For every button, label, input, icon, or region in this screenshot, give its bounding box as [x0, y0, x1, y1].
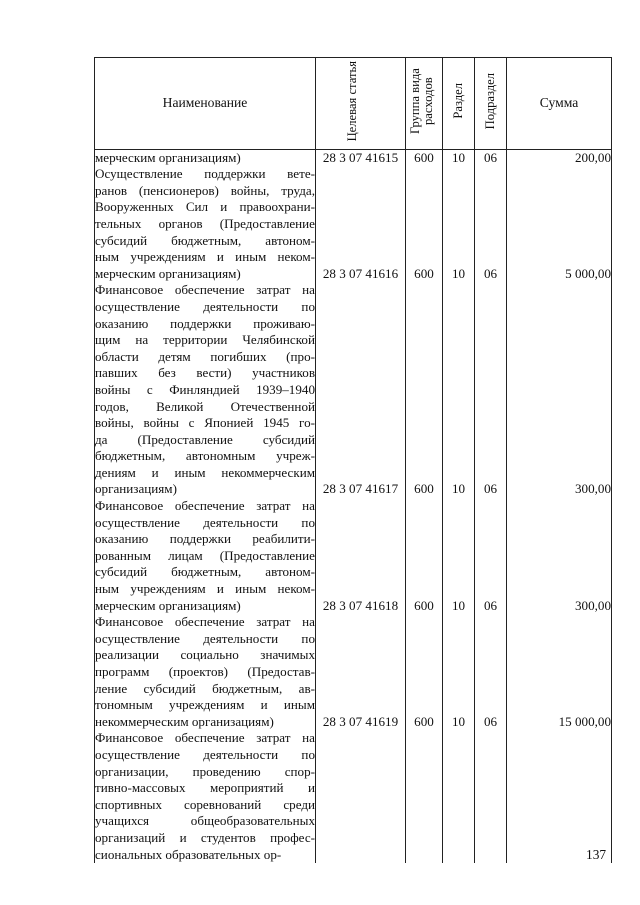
empty-line — [316, 249, 405, 266]
name-line: Вооруженных Сил и правоохрани- — [95, 199, 315, 215]
empty-line — [443, 531, 474, 548]
subsection-value: 06 — [483, 265, 498, 281]
empty-line — [443, 166, 474, 183]
table-header-row — [95, 58, 612, 150]
empty-line — [507, 515, 611, 532]
empty-line — [443, 830, 474, 847]
name-line: Финансовое обеспечение затрат на — [95, 282, 315, 298]
empty-line — [475, 813, 506, 830]
empty-line — [507, 581, 611, 598]
empty-line — [406, 332, 442, 349]
header-name-label: Наименование — [162, 95, 248, 110]
empty-line — [507, 448, 611, 465]
empty-line — [443, 813, 474, 830]
empty-line — [406, 216, 442, 233]
empty-line — [507, 299, 611, 316]
section-value: 10 — [451, 713, 466, 729]
header-section — [443, 58, 475, 150]
name-line: организации, проведению спор- — [95, 763, 315, 779]
empty-line — [475, 216, 506, 233]
sum-value: 300,00 — [574, 481, 611, 497]
empty-line — [475, 249, 506, 266]
target-column — [316, 149, 406, 863]
section-value: 10 — [451, 597, 466, 613]
target-value: 28 3 07 41616 — [322, 265, 399, 281]
empty-line — [507, 631, 611, 648]
empty-line — [507, 216, 611, 233]
empty-line — [406, 199, 442, 216]
group-value: 600 — [414, 149, 434, 165]
empty-line — [475, 830, 506, 847]
subsection-value: 06 — [483, 597, 498, 613]
sum-column — [507, 149, 612, 863]
name-line: спортивных соревнований среди — [95, 796, 315, 812]
empty-line — [406, 432, 442, 449]
target-value: 28 3 07 41618 — [322, 597, 399, 613]
empty-line — [507, 647, 611, 664]
name-line: Финансовое обеспечение затрат на — [95, 614, 315, 630]
empty-line — [443, 730, 474, 747]
empty-line — [507, 282, 611, 299]
empty-line — [443, 664, 474, 681]
empty-line — [316, 830, 405, 847]
empty-line — [475, 332, 506, 349]
name-line: войны, войны с Японией 1945 го- — [95, 415, 315, 431]
empty-line — [406, 249, 442, 266]
empty-line — [475, 282, 506, 299]
target-value: 28 3 07 41619 — [322, 713, 399, 729]
empty-line — [507, 764, 611, 781]
name-line: области детям погибших (про- — [95, 348, 315, 364]
empty-line — [406, 697, 442, 714]
name-line: Осуществление поддержки вете- — [95, 166, 315, 182]
empty-line — [406, 647, 442, 664]
name-line: некоммерческим организациям) — [95, 713, 274, 729]
empty-line — [475, 564, 506, 581]
sum-value: 5 000,00 — [565, 265, 611, 281]
empty-line — [475, 498, 506, 515]
name-line: организациям) — [95, 481, 177, 497]
name-line: осуществление деятельности по — [95, 746, 315, 762]
header-sum-label: Сумма — [539, 95, 579, 110]
empty-line — [316, 316, 405, 333]
empty-line — [316, 614, 405, 631]
empty-line — [316, 564, 405, 581]
empty-line — [406, 780, 442, 797]
empty-line — [316, 548, 405, 565]
empty-line — [316, 465, 405, 482]
section-value: 10 — [451, 481, 466, 497]
empty-line — [443, 382, 474, 399]
empty-line — [406, 531, 442, 548]
empty-line — [507, 233, 611, 250]
name-line: войны с Финляндией 1939–1940 — [95, 381, 315, 397]
empty-line — [316, 183, 405, 200]
empty-line — [443, 581, 474, 598]
empty-line — [507, 813, 611, 830]
name-line: да (Предоставление субсидий — [95, 431, 315, 447]
empty-line — [316, 382, 405, 399]
empty-line — [443, 515, 474, 532]
empty-line — [507, 183, 611, 200]
header-group — [406, 58, 443, 150]
empty-line — [406, 498, 442, 515]
empty-line — [406, 830, 442, 847]
name-line: бюджетным, автономным учреж- — [95, 448, 315, 464]
name-line: осуществление деятельности по — [95, 514, 315, 530]
name-line: тономным учреждениям и иным — [95, 697, 315, 713]
name-line: ление субсидий бюджетным, ав- — [95, 680, 315, 696]
empty-line — [475, 730, 506, 747]
empty-line — [406, 465, 442, 482]
empty-line — [475, 166, 506, 183]
empty-line — [406, 614, 442, 631]
empty-line — [316, 349, 405, 366]
empty-line — [316, 813, 405, 830]
empty-line — [475, 415, 506, 432]
empty-line — [475, 847, 506, 864]
empty-line — [475, 548, 506, 565]
group-value: 600 — [414, 597, 434, 613]
name-line: учащихся общеобразовательных — [95, 813, 315, 829]
empty-line — [443, 548, 474, 565]
empty-line — [443, 183, 474, 200]
subsection-value: 06 — [483, 481, 498, 497]
name-line: ным учреждениям и иным неком- — [95, 249, 315, 265]
empty-line — [507, 166, 611, 183]
empty-line — [443, 399, 474, 416]
empty-line — [507, 664, 611, 681]
name-line: осуществление деятельности по — [95, 630, 315, 646]
subsection-column — [475, 149, 507, 863]
empty-line — [475, 399, 506, 416]
empty-line — [443, 415, 474, 432]
empty-line — [406, 282, 442, 299]
empty-line — [406, 664, 442, 681]
empty-line — [443, 697, 474, 714]
empty-line — [443, 299, 474, 316]
section-value: 10 — [451, 149, 466, 165]
empty-line — [507, 199, 611, 216]
name-line: годов, Великой Отечественной — [95, 398, 315, 414]
empty-line — [443, 332, 474, 349]
name-line: субсидий бюджетным, автоном- — [95, 564, 315, 580]
name-column — [95, 149, 316, 863]
empty-line — [475, 432, 506, 449]
empty-line — [507, 730, 611, 747]
empty-line — [443, 797, 474, 814]
empty-line — [406, 564, 442, 581]
sum-value: 300,00 — [574, 597, 611, 613]
empty-line — [316, 681, 405, 698]
group-value: 600 — [414, 265, 434, 281]
empty-line — [406, 166, 442, 183]
empty-line — [507, 432, 611, 449]
empty-line — [475, 382, 506, 399]
empty-line — [406, 747, 442, 764]
empty-line — [316, 365, 405, 382]
empty-line — [406, 681, 442, 698]
name-line: павших без вести) участников — [95, 365, 315, 381]
empty-line — [475, 747, 506, 764]
empty-line — [475, 199, 506, 216]
empty-line — [316, 764, 405, 781]
table-body-row — [95, 149, 612, 863]
empty-line — [316, 647, 405, 664]
empty-line — [316, 432, 405, 449]
empty-line — [507, 697, 611, 714]
empty-line — [406, 764, 442, 781]
group-column — [406, 149, 443, 863]
empty-line — [443, 282, 474, 299]
empty-line — [475, 365, 506, 382]
header-subsection — [475, 58, 507, 150]
empty-line — [316, 797, 405, 814]
empty-line — [475, 797, 506, 814]
empty-line — [475, 647, 506, 664]
empty-line — [443, 465, 474, 482]
empty-line — [507, 681, 611, 698]
group-value: 600 — [414, 713, 434, 729]
empty-line — [443, 432, 474, 449]
empty-line — [316, 515, 405, 532]
page-number: 137 — [586, 847, 607, 862]
name-line: осуществление деятельности по — [95, 298, 315, 314]
empty-line — [443, 316, 474, 333]
name-line: дениям и иным некоммерческим — [95, 464, 315, 480]
sum-value: 200,00 — [574, 149, 611, 165]
empty-line — [316, 448, 405, 465]
empty-line — [406, 399, 442, 416]
name-line: организаций и студентов профес- — [95, 829, 315, 845]
subsection-value: 06 — [483, 149, 498, 165]
empty-line — [406, 847, 442, 864]
empty-line — [443, 233, 474, 250]
sum-value: 15 000,00 — [558, 713, 611, 729]
empty-line — [316, 498, 405, 515]
header-sum — [507, 58, 612, 150]
name-line: сиональных образовательных ор- — [95, 846, 282, 862]
empty-line — [443, 747, 474, 764]
empty-line — [406, 631, 442, 648]
empty-line — [316, 415, 405, 432]
empty-line — [507, 415, 611, 432]
name-line: программ (проектов) (Предостав- — [95, 664, 315, 679]
empty-line — [475, 631, 506, 648]
empty-line — [443, 614, 474, 631]
empty-line — [507, 564, 611, 581]
name-line: тельных органов (Предоставление — [95, 215, 315, 231]
empty-line — [406, 548, 442, 565]
empty-line — [475, 465, 506, 482]
target-value: 28 3 07 41615 — [322, 149, 399, 165]
empty-line — [406, 349, 442, 366]
empty-line — [475, 299, 506, 316]
header-section-label: Раздел — [451, 83, 465, 119]
empty-line — [475, 448, 506, 465]
name-line: тивно-массовых мероприятий и — [95, 780, 315, 796]
empty-line — [443, 647, 474, 664]
empty-line — [443, 564, 474, 581]
empty-line — [316, 697, 405, 714]
name-line: мерческим организациям) — [95, 265, 241, 281]
section-value: 10 — [451, 265, 466, 281]
empty-line — [507, 382, 611, 399]
header-name — [95, 58, 316, 150]
empty-line — [406, 813, 442, 830]
name-line: реализации социально значимых — [95, 647, 315, 663]
empty-line — [507, 349, 611, 366]
empty-line — [443, 681, 474, 698]
empty-line — [475, 664, 506, 681]
empty-line — [443, 349, 474, 366]
empty-line — [316, 631, 405, 648]
empty-line — [443, 199, 474, 216]
name-line: ранов (пенсионеров) войны, труда, — [95, 182, 315, 198]
empty-line — [316, 780, 405, 797]
empty-line — [406, 415, 442, 432]
empty-line — [316, 199, 405, 216]
name-line: мерческим организациям) — [95, 149, 241, 165]
name-line: Финансовое обеспечение затрат на — [95, 498, 315, 514]
empty-line — [406, 581, 442, 598]
empty-line — [475, 316, 506, 333]
empty-line — [507, 399, 611, 416]
empty-line — [316, 531, 405, 548]
empty-line — [507, 830, 611, 847]
empty-line — [443, 780, 474, 797]
empty-line — [443, 249, 474, 266]
group-value: 600 — [414, 481, 434, 497]
empty-line — [406, 797, 442, 814]
name-line: щим на территории Челябинской — [95, 332, 315, 348]
header-target — [316, 58, 406, 150]
empty-line — [507, 548, 611, 565]
empty-line — [316, 299, 405, 316]
empty-line — [507, 332, 611, 349]
empty-line — [443, 498, 474, 515]
empty-line — [443, 847, 474, 864]
empty-line — [475, 183, 506, 200]
empty-line — [406, 299, 442, 316]
empty-line — [475, 531, 506, 548]
empty-line — [316, 216, 405, 233]
empty-line — [406, 316, 442, 333]
empty-line — [507, 316, 611, 333]
empty-line — [316, 581, 405, 598]
subsection-value: 06 — [483, 713, 498, 729]
empty-line — [316, 282, 405, 299]
empty-line — [475, 581, 506, 598]
target-value: 28 3 07 41617 — [322, 481, 399, 497]
empty-line — [475, 697, 506, 714]
empty-line — [507, 614, 611, 631]
empty-line — [316, 166, 405, 183]
name-line: рованным лицам (Предоставление — [95, 547, 315, 563]
section-column — [443, 149, 475, 863]
empty-line — [316, 332, 405, 349]
empty-line — [507, 249, 611, 266]
empty-line — [475, 614, 506, 631]
name-line: мерческим организациям) — [95, 597, 241, 613]
empty-line — [316, 847, 405, 864]
empty-line — [406, 183, 442, 200]
budget-table — [94, 57, 612, 863]
empty-line — [316, 747, 405, 764]
name-line: оказанию поддержки реабилити- — [95, 531, 315, 547]
empty-line — [475, 681, 506, 698]
empty-line — [475, 780, 506, 797]
empty-line — [443, 448, 474, 465]
empty-line — [406, 233, 442, 250]
empty-line — [475, 515, 506, 532]
empty-line — [443, 216, 474, 233]
empty-line — [507, 498, 611, 515]
empty-line — [316, 664, 405, 681]
name-line: ным учреждениям и иным неком- — [95, 581, 315, 597]
name-line: Финансовое обеспечение затрат на — [95, 730, 315, 746]
header-target-label: Целевая статья — [344, 60, 359, 142]
name-line: субсидий бюджетным, автоном- — [95, 232, 315, 248]
empty-line — [507, 797, 611, 814]
empty-line — [443, 365, 474, 382]
empty-line — [507, 780, 611, 797]
empty-line — [475, 349, 506, 366]
header-subsection-label: Подраздел — [483, 72, 497, 130]
empty-line — [406, 365, 442, 382]
name-line: оказанию поддержки проживаю- — [95, 315, 315, 331]
empty-line — [316, 399, 405, 416]
empty-line — [316, 233, 405, 250]
empty-line — [406, 448, 442, 465]
empty-line — [507, 465, 611, 482]
empty-line — [475, 764, 506, 781]
empty-line — [507, 531, 611, 548]
empty-line — [406, 515, 442, 532]
empty-line — [443, 631, 474, 648]
empty-line — [507, 747, 611, 764]
empty-line — [316, 730, 405, 747]
empty-line — [443, 764, 474, 781]
header-group-label: Группа вида расходов — [408, 68, 435, 134]
empty-line — [475, 233, 506, 250]
empty-line — [507, 365, 611, 382]
empty-line — [406, 382, 442, 399]
empty-line — [406, 730, 442, 747]
